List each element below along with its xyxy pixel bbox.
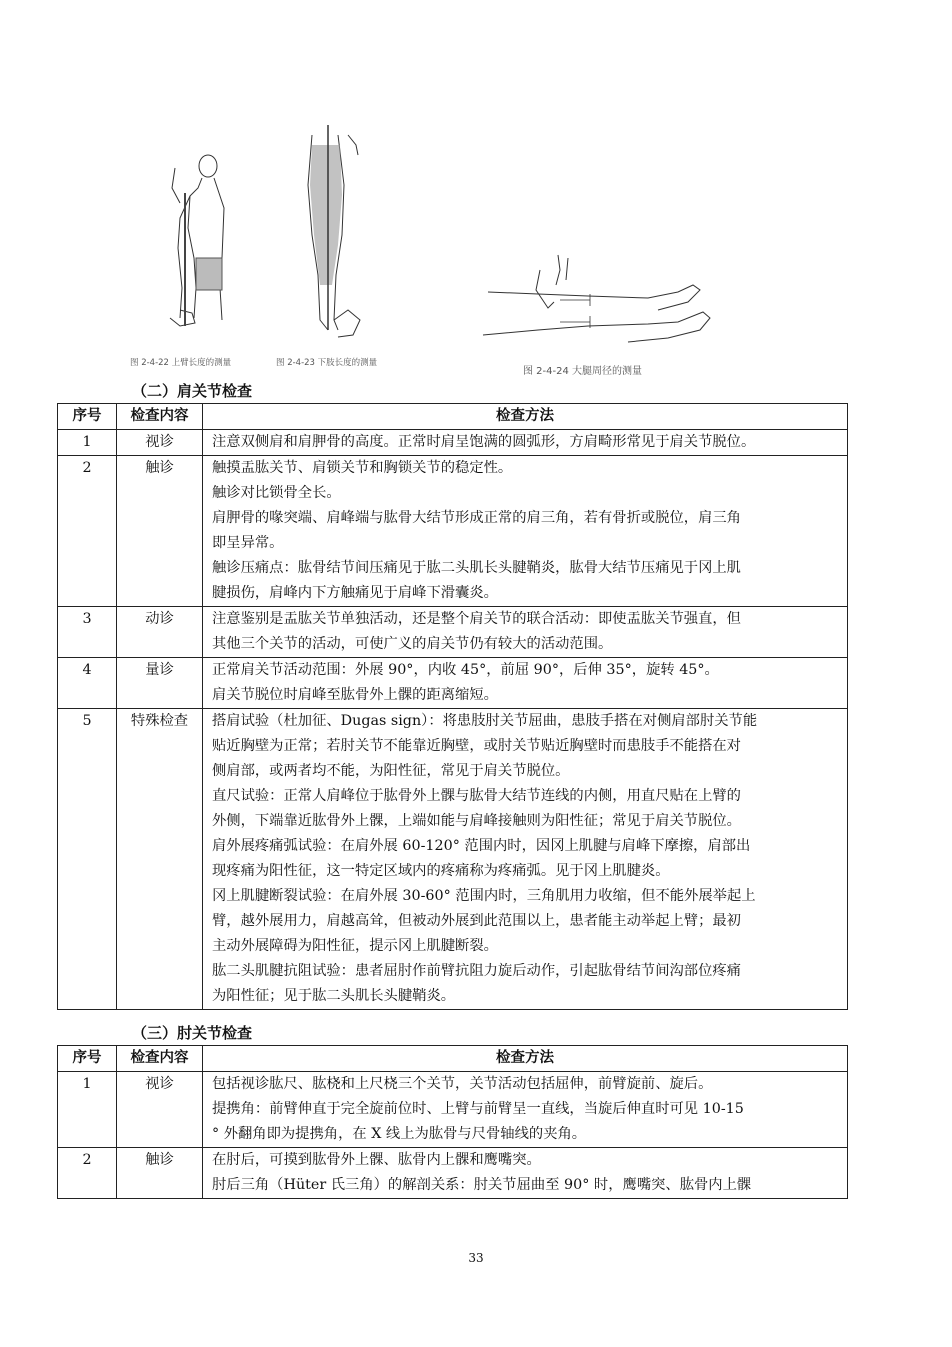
row-method [203, 456, 848, 607]
method-line: 主动外展障碍为阳性征，提示冈上肌腱断裂。 [212, 938, 498, 954]
header-item: 检查内容 [117, 1046, 203, 1072]
method-line: ° 外翻角即为提携角，在 X 线上为肱骨与尺骨轴线的夹角。 [212, 1126, 587, 1142]
shoulder-exam-table [57, 403, 848, 1010]
row-no: 4 [58, 658, 117, 709]
method-line: 肩外展疼痛弧试验：在肩外展 60-120° 范围内时，因冈上肌腱与肩峰下摩擦，肩部出 [212, 838, 751, 854]
page-number: 33 [468, 1251, 484, 1265]
method-line: 包括视诊肱尺、肱桡和上尺桡三个关节，关节活动包括屈伸，前臂旋前、旋后。 [212, 1076, 713, 1092]
method-line: 为阳性征；见于肱二头肌长头腱鞘炎。 [212, 988, 456, 1004]
table-header-row [58, 1046, 848, 1072]
header-item: 检查内容 [117, 404, 203, 430]
table-row [58, 658, 848, 709]
figure-caption: 图 2-4-23 下肢长度的测量 [276, 358, 378, 368]
row-no: 2 [58, 1148, 117, 1199]
method-line: 现疼痛为阳性征，这一特定区域内的疼痛称为疼痛弧。见于冈上肌腱炎。 [212, 863, 670, 879]
method-line: 臂，越外展用力，肩越高耸，但被动外展到此范围以上，患者能主动举起上臂；最初 [212, 913, 741, 929]
method-line: 腱损伤，肩峰内下方触痛见于肩峰下滑囊炎。 [212, 585, 498, 601]
method-line: 正常肩关节活动范围：外展 90°，内收 45°，前屈 90°，后伸 35°，旋转 45°。 [212, 662, 719, 678]
row-item: 量诊 [117, 658, 203, 709]
row-no: 2 [58, 456, 117, 607]
table-row [58, 430, 848, 456]
row-method [203, 1148, 848, 1199]
method-line: 冈上肌腱断裂试验：在肩外展 30-60° 范围内时，三角肌用力收缩，但不能外展举起上 [212, 888, 756, 904]
method-line: 搭肩试验（杜加征、Dugas sign）：将患肢肘关节屈曲，患肢手搭在对侧肩部肘关节能 [212, 713, 758, 729]
table-row [58, 607, 848, 658]
method-line: 直尺试验：正常人肩峰位于肱骨外上髁与肱骨大结节连线的内侧，用直尺贴在上臂的 [212, 788, 741, 804]
header-no: 序号 [58, 1046, 117, 1072]
method-line: 肘后三角（Hüter 氏三角）的解剖关系：肘关节屈曲至 90° 时，鹰嘴突、肱骨内上髁 [212, 1177, 752, 1193]
elbow-exam-table [57, 1045, 848, 1199]
table-row [58, 1072, 848, 1148]
row-method [203, 658, 848, 709]
method-line: 贴近胸壁为正常；若肘关节不能靠近胸壁，或肘关节贴近胸壁时而患肢手不能搭在对 [212, 738, 741, 754]
row-no: 3 [58, 607, 117, 658]
method-line: 即呈异常。 [212, 535, 284, 551]
method-line: 注意双侧肩和肩胛骨的高度。正常时肩呈饱满的圆弧形，方肩畸形常见于肩关节脱位。 [212, 434, 756, 450]
figure-caption: 图 2-4-24 大腿周径的测量 [523, 366, 643, 377]
figure-lower-limb-measurement [298, 125, 370, 345]
method-line: 肱二头肌腱抗阻试验：患者屈肘作前臂抗阻力旋后动作，引起肱骨结节间沟部位疼痛 [212, 963, 741, 979]
method-line: 注意鉴别是盂肱关节单独活动，还是整个肩关节的联合活动：即使盂肱关节强直，但 [212, 611, 741, 627]
row-method [203, 430, 848, 456]
method-line: 外侧，下端靠近肱骨外上髁，上端如能与肩峰接触则为阳性征；常见于肩关节脱位。 [212, 813, 741, 829]
row-method [203, 1072, 848, 1148]
row-item: 触诊 [117, 1148, 203, 1199]
section-title: （二）肩关节检查 [132, 382, 253, 400]
row-no: 1 [58, 430, 117, 456]
method-line: 肩胛骨的喙突端、肩峰端与肱骨大结节形成正常的肩三角，若有骨折或脱位，肩三角 [212, 510, 741, 526]
row-no: 5 [58, 709, 117, 1010]
method-line: 触诊对比锁骨全长。 [212, 485, 341, 501]
row-item: 动诊 [117, 607, 203, 658]
row-item: 触诊 [117, 456, 203, 607]
header-no: 序号 [58, 404, 117, 430]
method-line: 侧肩部，或两者均不能，为阳性征，常见于肩关节脱位。 [212, 763, 570, 779]
table-row [58, 456, 848, 607]
row-item: 特殊检查 [117, 709, 203, 1010]
figure-thigh-circumference-measurement [478, 250, 718, 350]
method-line: 肩关节脱位时肩峰至肱骨外上髁的距离缩短。 [212, 687, 498, 703]
table-row [58, 709, 848, 1010]
row-item: 视诊 [117, 430, 203, 456]
header-method: 检查方法 [203, 1046, 848, 1072]
method-line: 在肘后，可摸到肱骨外上髁、肱骨内上髁和鹰嘴突。 [212, 1152, 541, 1168]
section-title: （三）肘关节检查 [132, 1024, 253, 1042]
header-method: 检查方法 [203, 404, 848, 430]
row-method [203, 709, 848, 1010]
method-line: 触摸盂肱关节、肩锁关节和胸锁关节的稳定性。 [212, 460, 513, 476]
table-header-row [58, 404, 848, 430]
figure-caption: 图 2-4-22 上臂长度的测量 [130, 358, 232, 368]
figure-upper-arm-measurement [150, 148, 230, 348]
row-no: 1 [58, 1072, 117, 1148]
table-row [58, 1148, 848, 1199]
row-method [203, 607, 848, 658]
method-line: 提携角：前臂伸直于完全旋前位时、上臂与前臂呈一直线，当旋后伸直时可见 10-15 [212, 1101, 744, 1117]
method-line: 触诊压痛点：肱骨结节间压痛见于肱二头肌长头腱鞘炎，肱骨大结节压痛见于冈上肌 [212, 560, 741, 576]
row-item: 视诊 [117, 1072, 203, 1148]
method-line: 其他三个关节的活动，可使广义的肩关节仍有较大的活动范围。 [212, 636, 613, 652]
